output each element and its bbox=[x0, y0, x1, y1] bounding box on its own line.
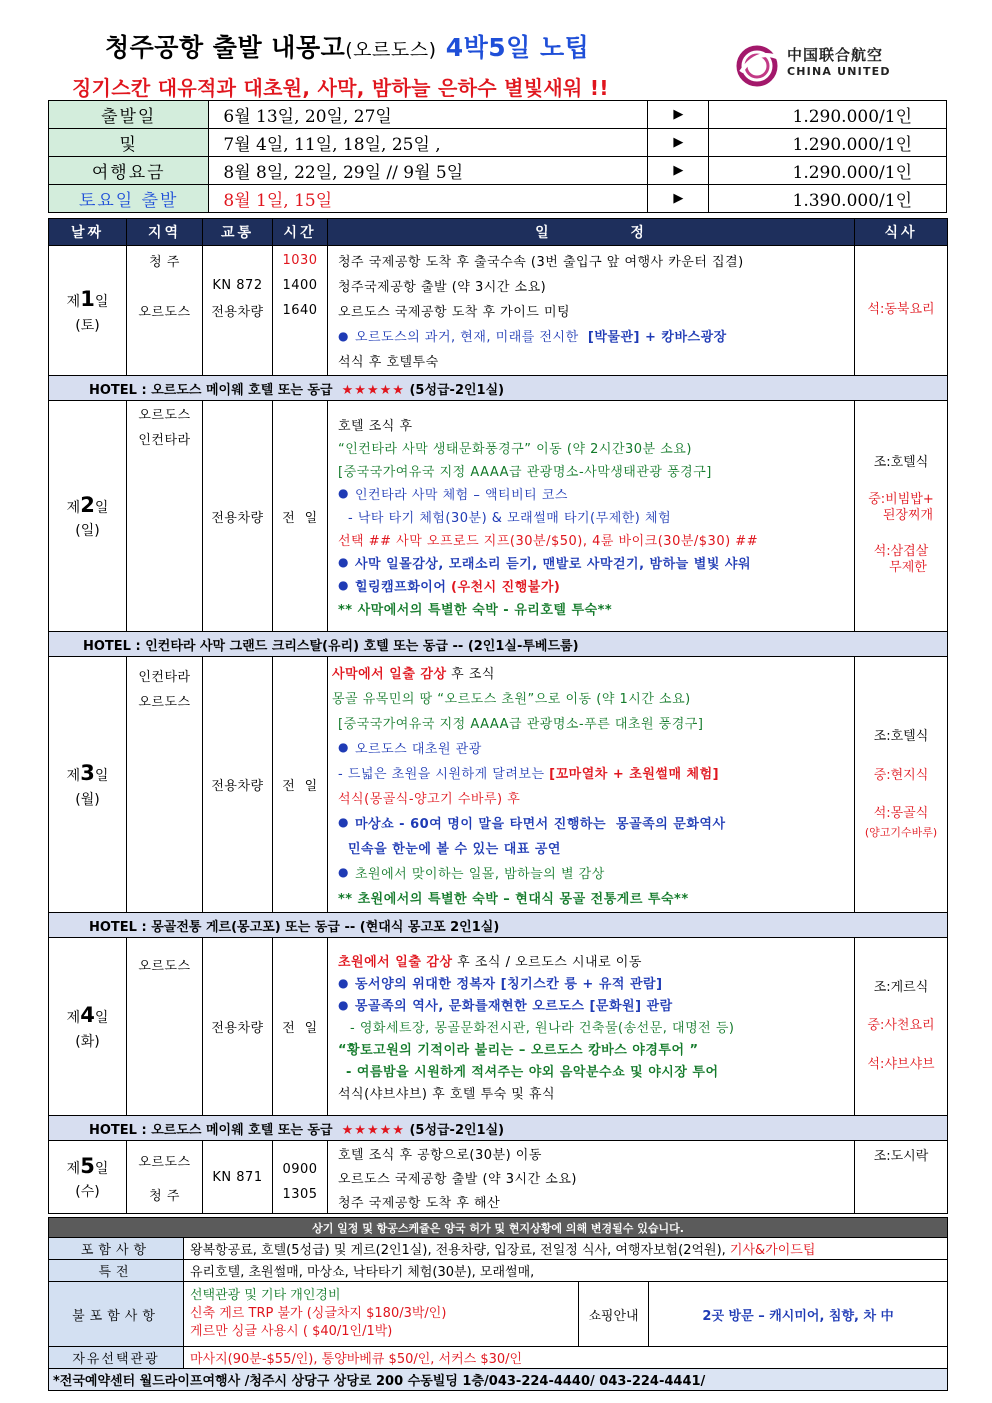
itinerary-line: - 여름밤을 시원하게 적셔주는 야외 음악분수쇼 및 야시장 투어 bbox=[346, 1065, 719, 1080]
price-row bbox=[49, 157, 947, 185]
day-1-regions bbox=[127, 246, 203, 376]
itinerary-line bbox=[332, 735, 854, 760]
exclude-value bbox=[184, 1282, 579, 1347]
itinerary-highlight: 초원에서 일출 감상 bbox=[338, 955, 453, 970]
price-dates: 8월 8일, 22일, 29일 // 9월 5일 bbox=[209, 157, 648, 185]
title-duration: 4박5일 노팁 bbox=[445, 33, 590, 62]
bullet-icon: ● bbox=[338, 740, 349, 754]
day-prefix: 제 bbox=[66, 294, 81, 311]
exclude-line: 선택관광 및 기타 개인경비 bbox=[190, 1287, 341, 1303]
itinerary-line: [중국국가여유국 지정 AAAA급 관광명소-푸른 대초원 풍경구] bbox=[338, 716, 704, 732]
day-1-meal: 석:동북요리 bbox=[855, 246, 948, 376]
day-5-meal: 조:도시락 bbox=[855, 1141, 948, 1214]
itinerary-line: “황토고원의 기적이라 불리는 – 오르도스 캉바스 야경투어 ” bbox=[338, 1043, 699, 1058]
footer-contact: *전국예약센터 월드라이프여행사 /청주시 상당구 상당로 200 수동빌딩 1층/043-224-4440/ 043-224-4441/ bbox=[49, 1369, 948, 1391]
itinerary-text: - 드넓은 초원을 시원하게 달려보는 bbox=[338, 766, 550, 782]
info-row-include bbox=[49, 1238, 948, 1260]
itinerary-text: 힐링캠프화이어 bbox=[354, 579, 447, 595]
meal: 중:비빔밥+ bbox=[868, 491, 934, 507]
day-prefix: 제 bbox=[66, 1010, 81, 1027]
itinerary-line: 청주 국제공항 도착 후 해산 bbox=[338, 1195, 501, 1211]
day-4-label bbox=[49, 938, 127, 1116]
price-amount: 1.390.000/1인 bbox=[709, 185, 947, 213]
day-4-row bbox=[49, 938, 948, 1116]
weekday: (토) bbox=[75, 317, 100, 334]
transport: 전용차량 bbox=[211, 779, 264, 794]
meal: 중:사천요리 bbox=[867, 1018, 935, 1034]
exclude-line: 게르만 싱글 사용시 ( $40/1인/1박) bbox=[190, 1324, 393, 1340]
price-dates: 8월 1일, 15일 bbox=[209, 185, 648, 213]
weekday: (월) bbox=[75, 791, 100, 808]
arrow-icon: ▶ bbox=[648, 185, 709, 213]
info-table bbox=[48, 1217, 948, 1391]
star-rating-icon: ★★★★★ bbox=[341, 1122, 405, 1138]
flight-number: KN 872 bbox=[212, 278, 263, 293]
day-2-regions bbox=[127, 401, 203, 632]
itinerary-line: - 낙타 타기 체험(30분) & 모래썰매 타기(무제한) 체험 bbox=[348, 510, 672, 526]
price-row bbox=[49, 129, 947, 157]
day-1-label bbox=[49, 246, 127, 376]
itinerary-line: 청주국제공항 출발 (약 3시간 소요) bbox=[338, 280, 547, 295]
itinerary-line bbox=[332, 760, 854, 785]
region: 인컨타라 bbox=[138, 433, 191, 448]
bullet-icon: ● bbox=[338, 865, 349, 879]
bullet-icon: ● bbox=[338, 815, 349, 829]
weekday: (일) bbox=[75, 523, 100, 540]
itinerary-text: 초원에서 맞이하는 일몰, 밤하늘의 별 감상 bbox=[354, 866, 605, 882]
include-text: 왕복항공료, 호텔(5성급) 및 게르(2인1실), 전용차량, 입장료, 전일정 식사, 여행자보험(2억원), bbox=[190, 1243, 730, 1258]
logo-chinese-text: 中国联合航空 bbox=[787, 46, 884, 64]
shopping-value: 2곳 방문 – 캐시미어, 침향, 차 中 bbox=[649, 1282, 948, 1347]
day-5-row bbox=[49, 1141, 948, 1214]
hotel-name: HOTEL : 오르도스 메이웨 호텔 또는 동급 bbox=[89, 1122, 333, 1138]
hotel-row bbox=[49, 632, 948, 657]
arrow-icon: ▶ bbox=[648, 101, 709, 129]
day-suffix: 일 bbox=[94, 768, 109, 785]
time: 1030 bbox=[282, 253, 318, 268]
price-row bbox=[49, 101, 947, 129]
itinerary-line: ** 초원에서의 특별한 숙박 – 현대식 몽골 전통게르 투숙** bbox=[338, 891, 689, 907]
itinerary-line: 석식 후 호텔투숙 bbox=[338, 355, 439, 370]
time: 1640 bbox=[282, 303, 318, 318]
optional-value: 마사지(90분-$55/인), 통양바베큐 $50/인, 서커스 $30/인 bbox=[184, 1347, 948, 1369]
bullet-icon: ● bbox=[338, 486, 349, 500]
day-3-label bbox=[49, 657, 127, 913]
itinerary-line: 오르도스 국제공항 출발 (약 3시간 소요) bbox=[338, 1171, 577, 1187]
itinerary-line: - 영화세트장, 몽골문화전시관, 원나라 건축물(송선문, 대명전 등) bbox=[350, 1021, 735, 1036]
itinerary-line: 호텔 조식 후 bbox=[338, 418, 413, 434]
notice-row bbox=[49, 1218, 948, 1238]
header-time: 시간 bbox=[273, 219, 328, 246]
price-dates: 6월 13일, 20일, 27일 bbox=[209, 101, 648, 129]
itinerary-note: (우천시 진행불가) bbox=[451, 579, 561, 595]
itinerary-line: 호텔 조식 후 공항으로(30분) 이동 bbox=[338, 1147, 542, 1163]
price-row bbox=[49, 185, 947, 213]
itinerary-line: 몽골 유목민의 땅 “오르도스 초원”으로 이동 (약 1시간 소요) bbox=[332, 691, 691, 707]
day-prefix: 제 bbox=[66, 1160, 81, 1177]
bullet-icon: ● bbox=[338, 975, 349, 990]
region: 청 주 bbox=[149, 1188, 180, 1204]
itinerary-line bbox=[332, 660, 854, 685]
optional-label: 자유선택관광 bbox=[49, 1347, 184, 1369]
info-row-exclude bbox=[49, 1282, 948, 1347]
star-rating-icon: ★★★★★ bbox=[341, 382, 405, 398]
day-5-label bbox=[49, 1141, 127, 1214]
price-label-and: 및 bbox=[49, 129, 209, 157]
day-2-meals bbox=[855, 401, 948, 632]
day-suffix: 일 bbox=[94, 1010, 109, 1027]
special-label: 특전 bbox=[49, 1260, 184, 1282]
itinerary-line: [중국국가여유국 지정 AAAA급 관광명소-사막생태관광 풍경구] bbox=[338, 464, 712, 480]
include-value bbox=[184, 1238, 948, 1260]
meal: 조:호텔식 bbox=[873, 455, 929, 471]
page-subtitle: 징기스칸 대유적과 대초원, 사막, 밤하늘 은하수 별빛새워 !! bbox=[72, 76, 609, 100]
info-row-special bbox=[49, 1260, 948, 1282]
hotel-grade: (5성급-2인1실) bbox=[409, 1122, 505, 1138]
day-3-transport bbox=[203, 657, 273, 913]
title-main: 청주공항 출발 내몽고 bbox=[105, 33, 346, 62]
hotel-info bbox=[49, 376, 948, 401]
day-4-regions bbox=[127, 938, 203, 1116]
shopping-label: 쇼핑안내 bbox=[579, 1282, 649, 1347]
info-row-optional bbox=[49, 1347, 948, 1369]
itinerary-line bbox=[338, 994, 854, 1016]
day-4-time bbox=[273, 938, 328, 1116]
flight-number: KN 871 bbox=[212, 1169, 263, 1185]
itinerary-line: 석식(몽골식-양고기 수바루) 후 bbox=[338, 791, 521, 807]
schedule-table bbox=[48, 218, 948, 1214]
day-number: 1 bbox=[80, 287, 95, 312]
arrow-icon: ▶ bbox=[648, 129, 709, 157]
hotel-grade: (5성급-2인1실) bbox=[409, 382, 505, 398]
day-3-itinerary bbox=[328, 657, 855, 913]
itinerary-line bbox=[332, 810, 854, 835]
region: 오르도스 bbox=[138, 959, 191, 974]
price-label-saturday: 토요일 출발 bbox=[49, 185, 209, 213]
day-suffix: 일 bbox=[94, 1160, 109, 1177]
day-2-time bbox=[273, 401, 328, 632]
hotel-name: HOTEL : 오르도스 메이웨 호텔 또는 동급 bbox=[89, 382, 333, 398]
hotel-info: HOTEL : 몽골전통 게르(몽고포) 또는 동급 -- (현대식 몽고포 2인1실) bbox=[49, 913, 948, 938]
itinerary-line: 선택 ## 사막 오프로드 지프(30분/$50), 4륜 바이크(30분/$30) ## bbox=[338, 533, 759, 549]
schedule-header-row bbox=[49, 219, 948, 246]
price-amount: 1.290.000/1인 bbox=[709, 157, 947, 185]
time: 전 일 bbox=[282, 510, 318, 526]
day-2-itinerary bbox=[328, 401, 855, 632]
weekday: (수) bbox=[75, 1184, 100, 1201]
meal: 석:삼겹살 bbox=[873, 544, 929, 560]
itinerary-text: 후 조식 / 오르도스 시내로 이동 bbox=[452, 955, 642, 970]
day-prefix: 제 bbox=[66, 768, 81, 785]
day-5-transport bbox=[203, 1141, 273, 1214]
itinerary-text: 오르도스의 과거, 현재, 미래를 전시한 bbox=[354, 330, 579, 345]
time: 전 일 bbox=[282, 1021, 318, 1036]
time: 1305 bbox=[282, 1186, 318, 1202]
header-date: 날짜 bbox=[49, 219, 127, 246]
day-2-row bbox=[49, 401, 948, 632]
title-paren: (오르도스) bbox=[345, 39, 437, 61]
page-title bbox=[105, 28, 589, 64]
itinerary-line bbox=[338, 574, 854, 597]
day-prefix: 제 bbox=[66, 499, 81, 516]
meal: 조:게르식 bbox=[873, 980, 929, 996]
meal: (양고기수바루) bbox=[864, 826, 938, 839]
special-value: 유리호텔, 초원썰매, 마상쇼, 낙타타기 체험(30분), 모래썰매, bbox=[184, 1260, 948, 1282]
day-5-times bbox=[273, 1141, 328, 1214]
meal: 된장찌개 bbox=[882, 507, 934, 523]
day-suffix: 일 bbox=[94, 294, 109, 311]
footer-row bbox=[49, 1369, 948, 1391]
airline-logo-icon bbox=[735, 42, 783, 90]
region: 청 주 bbox=[149, 255, 180, 270]
itinerary-line: ** 사막에서의 특별한 숙박 - 유리호텔 투숙** bbox=[338, 602, 613, 618]
itinerary-text: 후 조식 bbox=[446, 666, 495, 682]
day-3-meals bbox=[855, 657, 948, 913]
day-4-transport bbox=[203, 938, 273, 1116]
price-dates: 7월 4일, 11일, 18일, 25일 , bbox=[209, 129, 648, 157]
header-itinerary: 일 정 bbox=[328, 219, 855, 246]
price-amount: 1.290.000/1인 bbox=[709, 129, 947, 157]
itinerary-text: 마상쇼 - 60여 명이 말을 타면서 진행하는 몽골족의 문화역사 bbox=[354, 816, 726, 832]
price-label-departure: 출발일 bbox=[49, 101, 209, 129]
hotel-row bbox=[49, 376, 948, 401]
time: 0900 bbox=[282, 1162, 318, 1177]
day-suffix: 일 bbox=[94, 499, 109, 516]
hotel-row bbox=[49, 913, 948, 938]
itinerary-line: “인컨타라 사막 생태문화풍경구” 이동 (약 2시간30분 소요) bbox=[338, 441, 692, 457]
region: 인컨타라 bbox=[138, 670, 191, 685]
meal: 조:호텔식 bbox=[873, 729, 929, 745]
day-number: 5 bbox=[80, 1153, 95, 1178]
region: 오르도스 bbox=[138, 695, 191, 710]
itinerary-text: 동서양의 위대한 정복자 [칭기스칸 릉 + 유적 관람] bbox=[354, 977, 663, 992]
header-transport: 교통 bbox=[203, 219, 273, 246]
itinerary-line bbox=[338, 482, 854, 505]
region: 오르도스 bbox=[138, 408, 191, 423]
itinerary-line: 오르도스 국제공항 도착 후 가이드 미팅 bbox=[338, 305, 571, 320]
day-4-itinerary bbox=[328, 938, 855, 1116]
airline-logo bbox=[735, 42, 920, 90]
price-label-fare: 여행요금 bbox=[49, 157, 209, 185]
transport: 전용차량 bbox=[211, 510, 264, 526]
meal: 무제한 bbox=[889, 560, 927, 576]
exclude-label: 불포함사항 bbox=[49, 1282, 184, 1347]
day-1-row bbox=[49, 246, 948, 376]
bullet-icon: ● bbox=[338, 997, 349, 1012]
itinerary-line bbox=[338, 950, 854, 972]
itinerary-line bbox=[338, 551, 854, 574]
day-5-itinerary bbox=[328, 1141, 855, 1214]
day-3-regions bbox=[127, 657, 203, 913]
region: 오르도스 bbox=[138, 305, 191, 320]
itinerary-text: 사막 일몰감상, 모래소리 듣기, 맨발로 사막걷기, 밤하늘 별빛 샤워 bbox=[354, 556, 752, 572]
time: 1400 bbox=[282, 278, 318, 293]
day-1-transport bbox=[203, 246, 273, 376]
day-5-regions bbox=[127, 1141, 203, 1214]
day-3-time bbox=[273, 657, 328, 913]
bullet-icon: ● bbox=[338, 555, 349, 569]
itinerary-line bbox=[338, 972, 854, 994]
itinerary-line: 민속을 한눈에 볼 수 있는 대표 공연 bbox=[348, 841, 561, 857]
day-2-transport bbox=[203, 401, 273, 632]
day-number: 3 bbox=[80, 761, 95, 786]
bullet-icon: ● bbox=[338, 328, 349, 343]
notice-text: 상기 일정 및 항공스케쥴은 양국 허가 및 현지상황에 의해 변경될수 있습니다. bbox=[49, 1218, 948, 1238]
itinerary-highlight: 사막에서 일출 감상 bbox=[332, 666, 447, 682]
meal: 석:샤브샤브 bbox=[867, 1056, 935, 1072]
itinerary-highlight: [꼬마열차 + 초원썰매 체험] bbox=[549, 766, 720, 782]
itinerary-text: 인컨타라 사막 체험 – 액티비티 코스 bbox=[354, 487, 568, 503]
hotel-row bbox=[49, 1116, 948, 1141]
weekday: (화) bbox=[75, 1033, 100, 1050]
transport: 전용차량 bbox=[211, 305, 264, 320]
day-number: 4 bbox=[80, 1003, 95, 1028]
day-number: 2 bbox=[80, 492, 95, 517]
header-meals: 식사 bbox=[855, 219, 948, 246]
bullet-icon: ● bbox=[338, 578, 349, 592]
price-table bbox=[48, 100, 947, 213]
itinerary-text: 오르도스 대초원 관광 bbox=[354, 741, 482, 757]
itinerary-line: 청주 국제공항 도착 후 출국수속 (3번 출입구 앞 여행사 카운터 집결) bbox=[338, 255, 744, 270]
day-4-meals bbox=[855, 938, 948, 1116]
itinerary-highlight: [박물관] + 캉바스광장 bbox=[587, 330, 727, 345]
price-amount: 1.290.000/1인 bbox=[709, 101, 947, 129]
itinerary-text: 몽골족의 역사, 문화를재현한 오르도스 [문화원] 관람 bbox=[354, 999, 673, 1014]
region: 오르도스 bbox=[138, 1154, 191, 1170]
itinerary-line bbox=[338, 323, 854, 348]
day-1-itinerary bbox=[328, 246, 855, 376]
meal: 중:현지식 bbox=[873, 767, 929, 783]
logo-english-text: CHINA UNITED bbox=[787, 65, 891, 78]
hotel-info bbox=[49, 1116, 948, 1141]
itinerary-line bbox=[332, 860, 854, 885]
include-highlight: 기사&가이드팁 bbox=[729, 1243, 816, 1258]
day-1-times bbox=[273, 246, 328, 376]
itinerary-line: 석식(샤브샤브) 후 호텔 투숙 및 휴식 bbox=[338, 1087, 556, 1102]
exclude-line: 신축 게르 TRP 불가 (싱글차지 $180/3박/인) bbox=[190, 1305, 447, 1321]
arrow-icon: ▶ bbox=[648, 157, 709, 185]
include-label: 포함사항 bbox=[49, 1238, 184, 1260]
day-3-row bbox=[49, 657, 948, 913]
hotel-info: HOTEL : 인컨타라 사막 그랜드 크리스탈(유리) 호텔 또는 동급 -- (2인1실-투베드룸) bbox=[49, 632, 948, 657]
day-2-label bbox=[49, 401, 127, 632]
time: 전 일 bbox=[282, 779, 318, 794]
transport: 전용차량 bbox=[211, 1021, 264, 1036]
header-region: 지역 bbox=[127, 219, 203, 246]
meal: 석:몽골식 bbox=[873, 805, 929, 821]
